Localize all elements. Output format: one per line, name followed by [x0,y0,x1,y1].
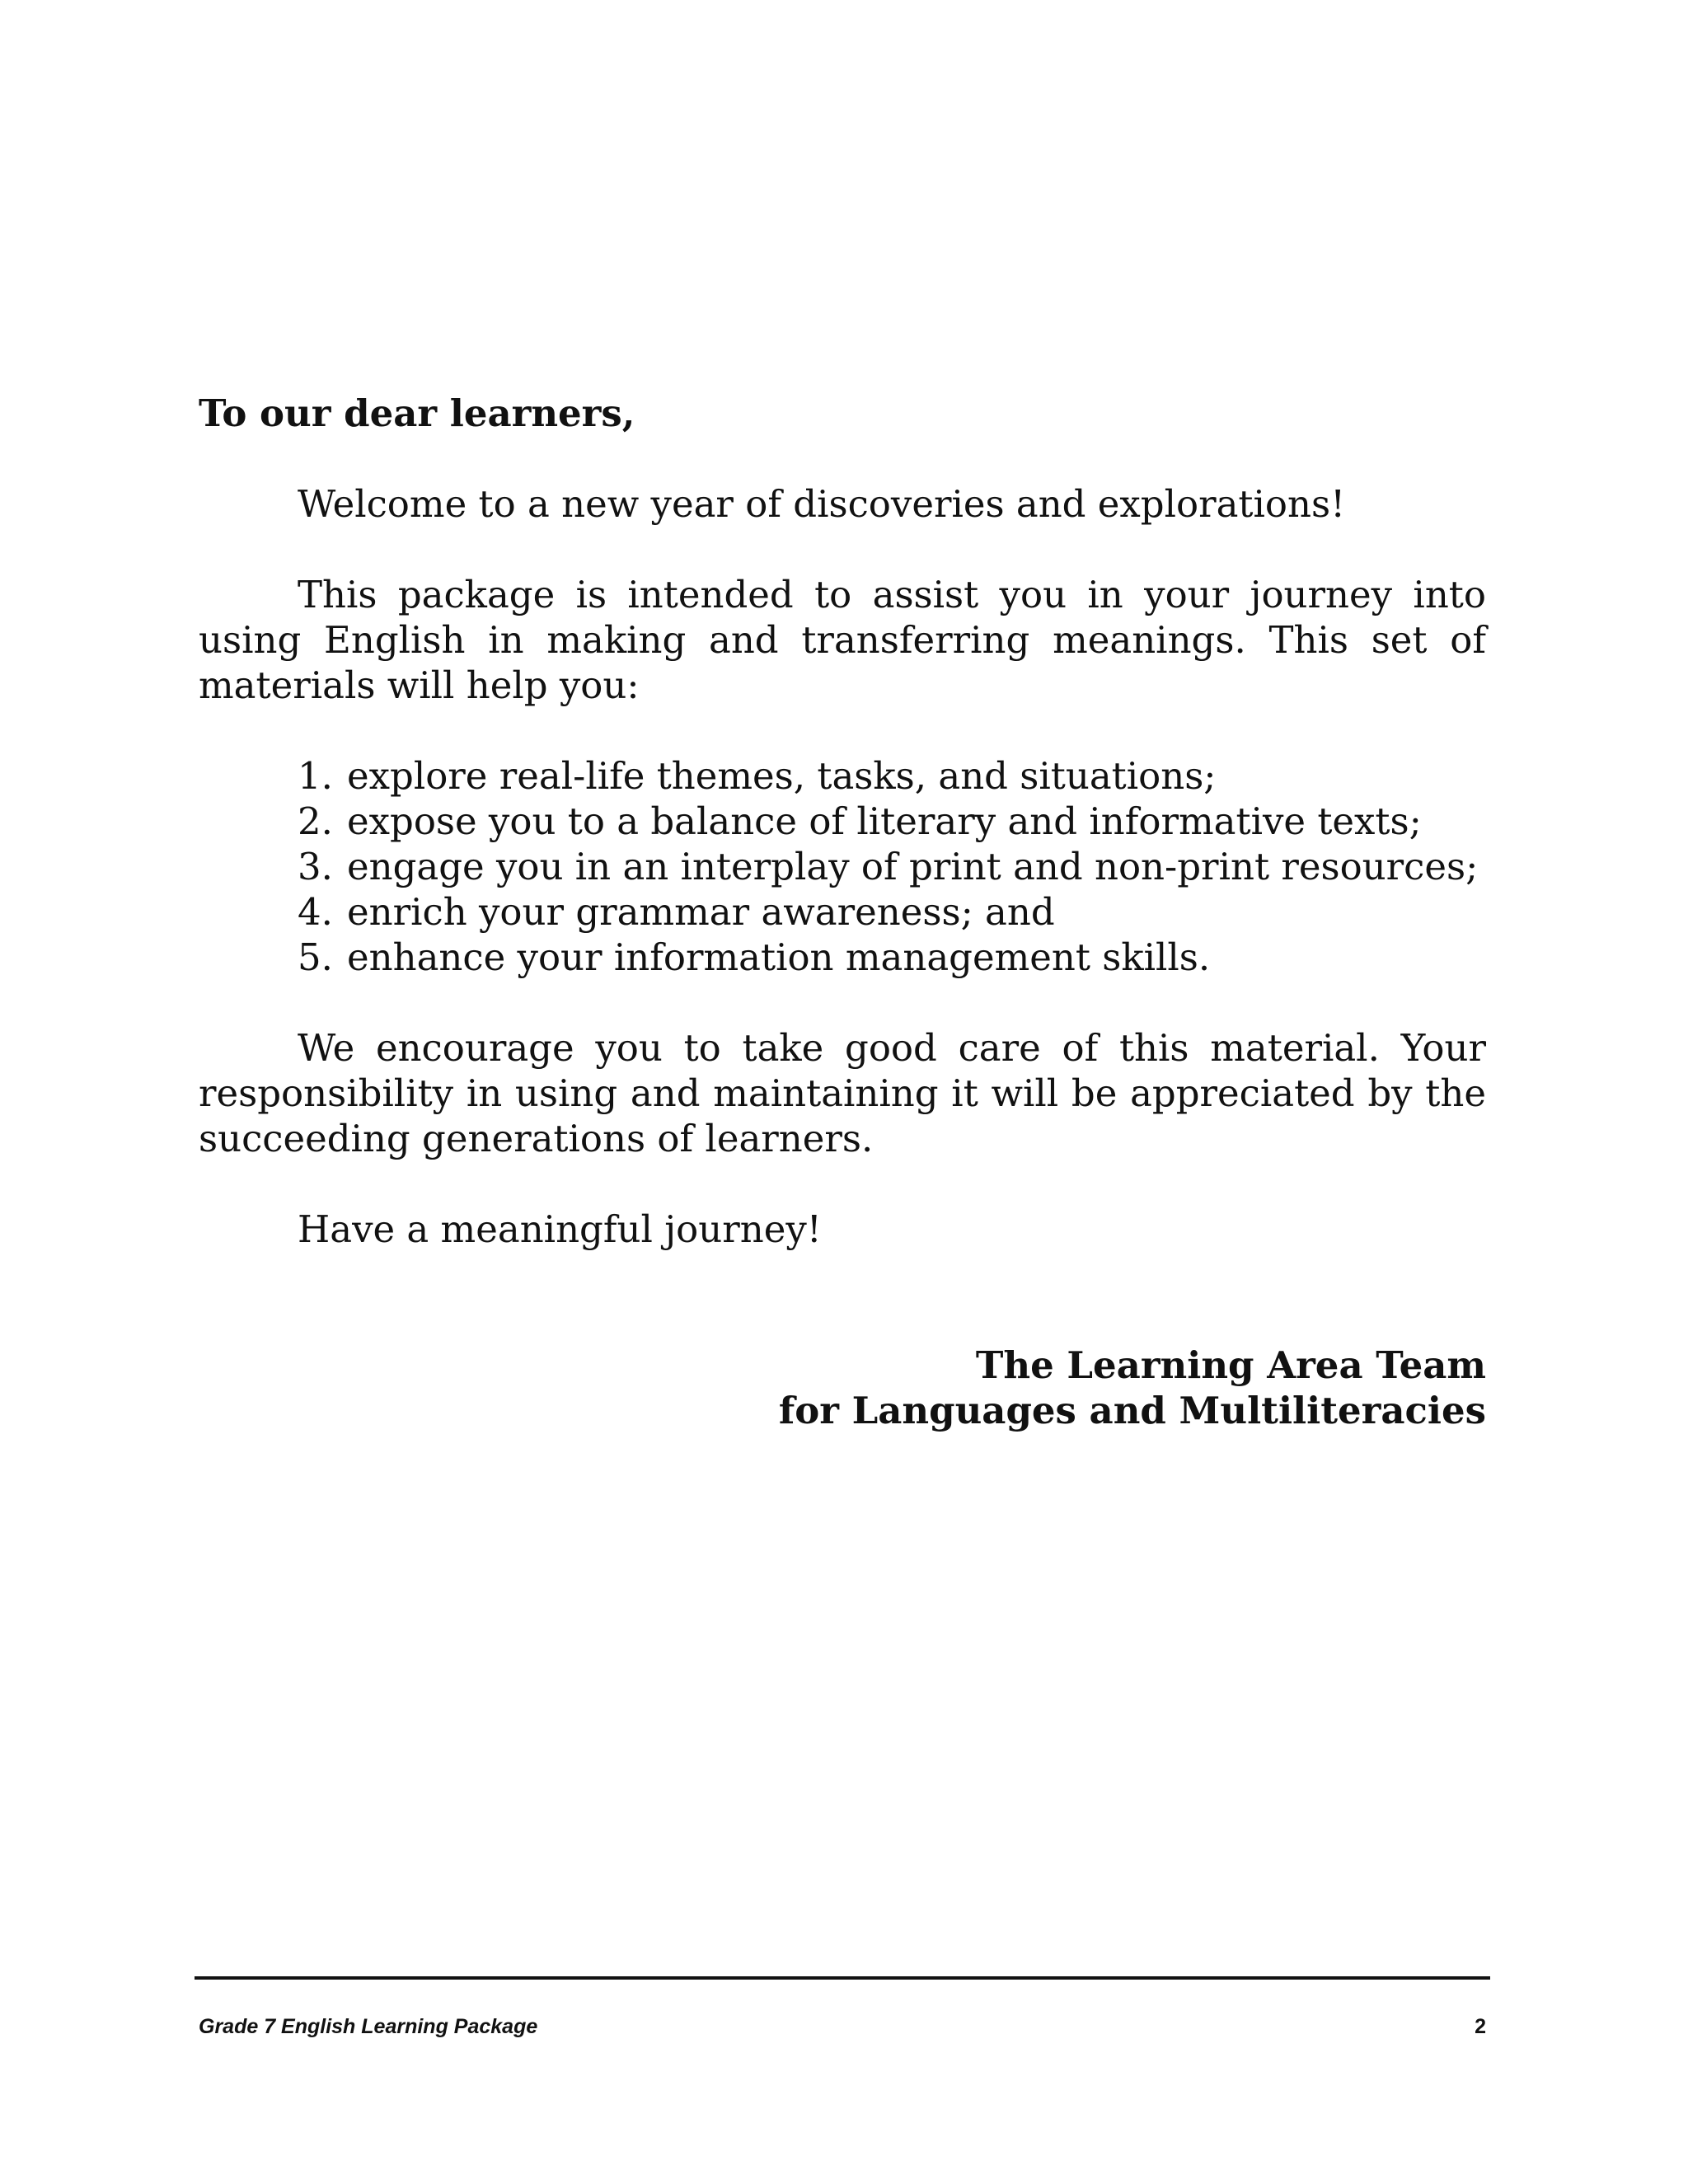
intro-paragraph: This package is intended to assist you in your journey into using English in making and transferring meanings. This set of materials will help you: [199,573,1486,707]
list-item [298,753,1486,799]
list-item-number: 5. [298,935,333,979]
footer-title: Grade 7 English Learning Package [199,2015,538,2038]
list-item-text: engage you in an interplay of print and non-print resources; [347,845,1479,888]
list-item-text: expose you to a balance of literary and informative texts; [347,799,1422,843]
signature-block [199,1343,1486,1433]
footer-divider [195,1976,1490,1980]
list-item-text: enhance your information management skills. [347,935,1211,979]
list-item [298,889,1486,935]
list-item-number: 4. [298,890,333,934]
signature-line-2: for Languages and Multiliteracies [778,1389,1486,1432]
page-footer [199,2015,1486,2039]
encourage-paragraph: We encourage you to take good care of this material. Your responsibility in using and maintaining it will be appreciated by the succeeding generations of learners. [199,1026,1486,1160]
signature-line-1: The Learning Area Team [975,1343,1486,1387]
list-item [298,844,1486,889]
list-item [298,935,1486,980]
closing-paragraph: Have a meaningful journey! [298,1207,822,1251]
list-item-text: explore real-life themes, tasks, and situations; [347,754,1217,798]
list-item [298,799,1486,844]
salutation: To our dear learners, [199,391,635,435]
welcome-paragraph: Welcome to a new year of discoveries and explorations! [298,482,1346,526]
list-item-number: 1. [298,754,333,798]
letter-body [199,391,1486,1433]
list-item-text: enrich your grammar awareness; and [347,890,1055,934]
goals-list [199,753,1486,980]
list-item-number: 2. [298,799,333,843]
list-item-number: 3. [298,845,333,888]
page-number: 2 [1475,2015,1486,2038]
